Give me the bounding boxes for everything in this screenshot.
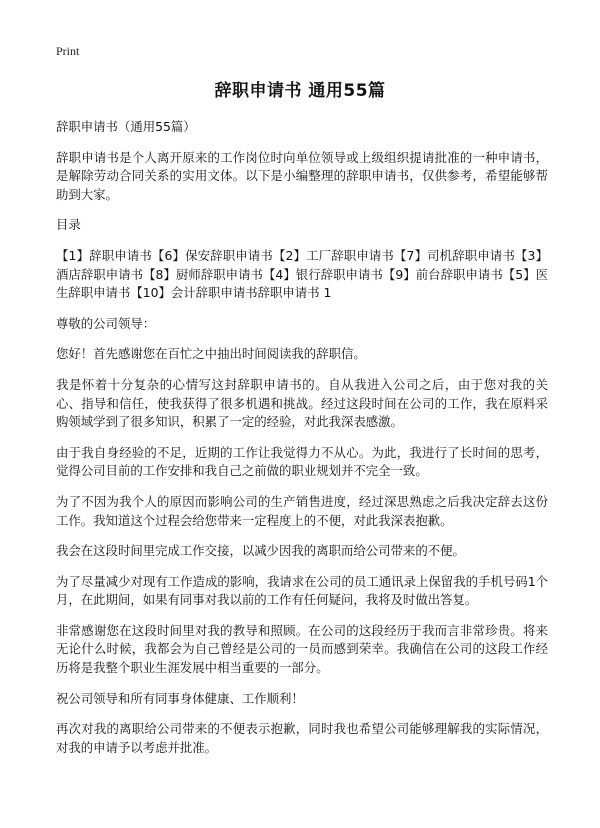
- greeting-paragraph: 您好！首先感谢您在百忙之中抽出时间阅读我的辞职信。: [56, 346, 366, 362]
- intro-paragraph: 辞职申请书是个人离开原来的工作岗位时向单位领导或上级组织提请批准的一种申请书，是解除劳动合同关系的实用文体。以下是小编整理的辞职申请书，仅供参考，希望能够帮助到大家。: [56, 149, 548, 202]
- page-title: 辞职申请书 通用55篇: [214, 81, 386, 101]
- subtitle: 辞职申请书（通用55篇）: [56, 119, 196, 134]
- body-paragraph: 我是怀着十分复杂的心情写这封辞职申请书的。自从我进入公司之后，由于您对我的关心、指导和信任，使我获得了很多机遇和挑战。经过这段时间在公司的工作，我在原料采购领域学到了很多知识，积累了一定的经验，对此我深表感激。: [56, 376, 548, 430]
- document-body: [56, 118, 548, 768]
- body-paragraph: 由于我自身经验的不足，近期的工作让我觉得力不从心。为此，我进行了长时间的思考，觉得公司目前的工作安排和我自己之前做的职业规划并不完全一致。: [56, 444, 548, 479]
- closing-paragraph: 再次对我的离职给公司带来的不便表示抱歉，同时我也希望公司能够理解我的实际情况，对我的申请予以考虑并批准。: [56, 721, 548, 755]
- wishes-paragraph: 祝公司领导和所有同事身体健康、工作顺利！: [56, 690, 304, 706]
- body-paragraph: 为了尽量减少对现有工作造成的影响，我请求在公司的员工通讯录上保留我的手机号码1个月，在此期间，如果有同事对我以前的工作有任何疑问，我将及时做出答复。: [56, 573, 548, 608]
- body-paragraph: 为了不因为我个人的原因而影响公司的生产销售进度，经过深思熟虑之后我决定辞去这份工作。我知道这个过程会给您带来一定程度上的不便，对此我深表抱歉。: [56, 493, 548, 528]
- toc-list[interactable]: 【1】辞职申请书【6】保安辞职申请书【2】工厂辞职申请书【7】司机辞职申请书【3】酒店辞职申请书【8】厨师辞职申请书【4】银行辞职申请书【9】前台辞职申请书【5】医生辞职申请书【10】会计辞职申请书辞职申请书 1: [56, 247, 548, 301]
- body-paragraph: 非常感谢您在这段时间里对我的教导和照顾。在公司的这段经历于我而言非常珍贵。将来无论什么时候，我都会为自己曾经是公司的一员而感到荣幸。我确信在公司的这段工作经历将是我整个职业生涯发展中相当重要的一部分。: [56, 622, 548, 676]
- body-paragraph: 我会在这段时间里完成工作交接，以减少因我的离职而给公司带来的不便。: [56, 543, 465, 559]
- print-link[interactable]: Print: [56, 44, 80, 58]
- toc-heading: 目录: [56, 217, 81, 233]
- salutation: 尊敬的公司领导：: [56, 315, 156, 331]
